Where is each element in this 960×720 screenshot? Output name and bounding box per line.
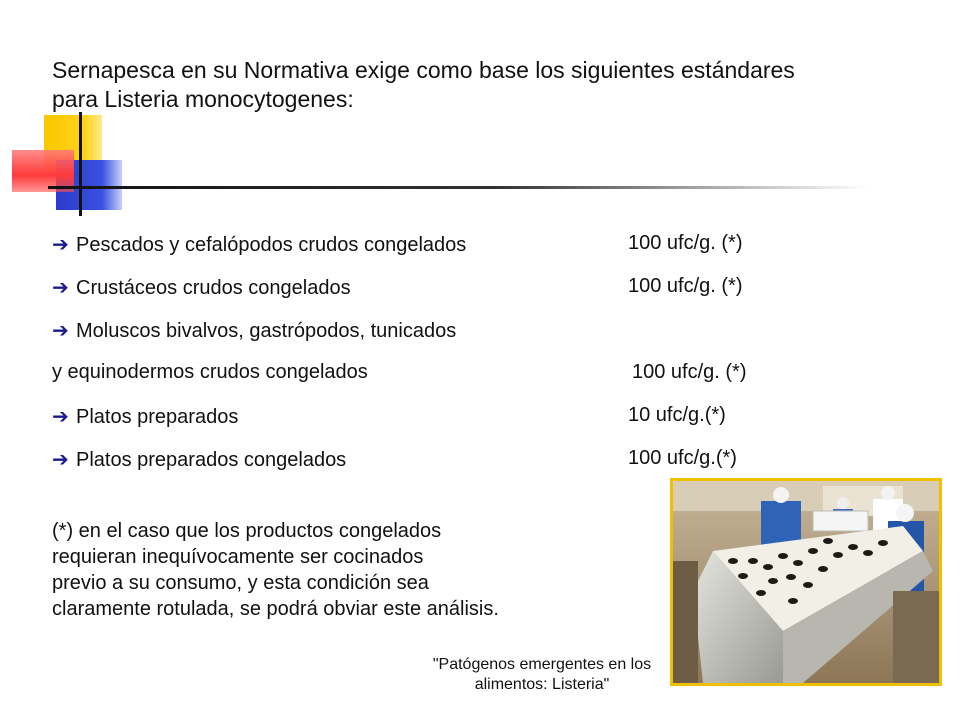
item-value: 100 ufc/g.(*) xyxy=(628,447,737,469)
item-label: y equinodermos crudos congelados xyxy=(52,361,368,383)
list-item xyxy=(52,318,456,343)
footer-line: alimentos: Listeria" xyxy=(474,676,610,693)
footnote xyxy=(52,518,499,622)
footnote-line: previo a su consumo, y esta condición sea xyxy=(52,572,429,594)
slide-title-text: Sernapesca en su Normativa exige como base los siguientes estándares para Listeria monocytogenes: xyxy=(52,57,795,112)
footnote-line: claramente rotulada, se podrá obviar este análisis. xyxy=(52,598,499,620)
arrow-right-icon: ➔ xyxy=(52,406,69,428)
footer-line: "Patógenos emergentes en los xyxy=(432,656,652,673)
arrow-right-icon: ➔ xyxy=(52,449,69,471)
arrow-right-icon: ➔ xyxy=(52,234,69,256)
item-label: Crustáceos crudos congelados xyxy=(76,277,351,299)
list-item xyxy=(52,232,743,257)
item-value: 100 ufc/g. (*) xyxy=(632,361,747,383)
item-value: 100 ufc/g. (*) xyxy=(628,232,743,254)
item-label: Pescados y cefalópodos crudos congelados xyxy=(76,234,467,256)
processing-plant-photo xyxy=(670,478,942,686)
decor-vertical-rule xyxy=(79,112,82,216)
item-label: Platos preparados congelados xyxy=(76,449,347,471)
arrow-right-icon: ➔ xyxy=(52,277,69,299)
footnote-line: (*) en el caso que los productos congelados xyxy=(52,520,442,542)
decor-horizontal-rule xyxy=(48,186,868,189)
arrow-right-icon: ➔ xyxy=(52,320,69,342)
item-label: Platos preparados xyxy=(76,406,239,428)
item-value: 100 ufc/g. (*) xyxy=(628,275,743,297)
slide-title xyxy=(52,56,812,114)
list-item xyxy=(52,404,726,429)
list-item xyxy=(52,447,737,472)
footnote-line: requieran inequívocamente ser cocinados xyxy=(52,546,424,568)
item-value: 10 ufc/g.(*) xyxy=(628,404,726,426)
item-label: Moluscos bivalvos, gastrópodos, tunicados xyxy=(76,320,457,342)
photo-illustration xyxy=(673,481,939,683)
slide-footer xyxy=(412,655,672,695)
list-item xyxy=(52,275,743,300)
list-item xyxy=(52,361,747,384)
